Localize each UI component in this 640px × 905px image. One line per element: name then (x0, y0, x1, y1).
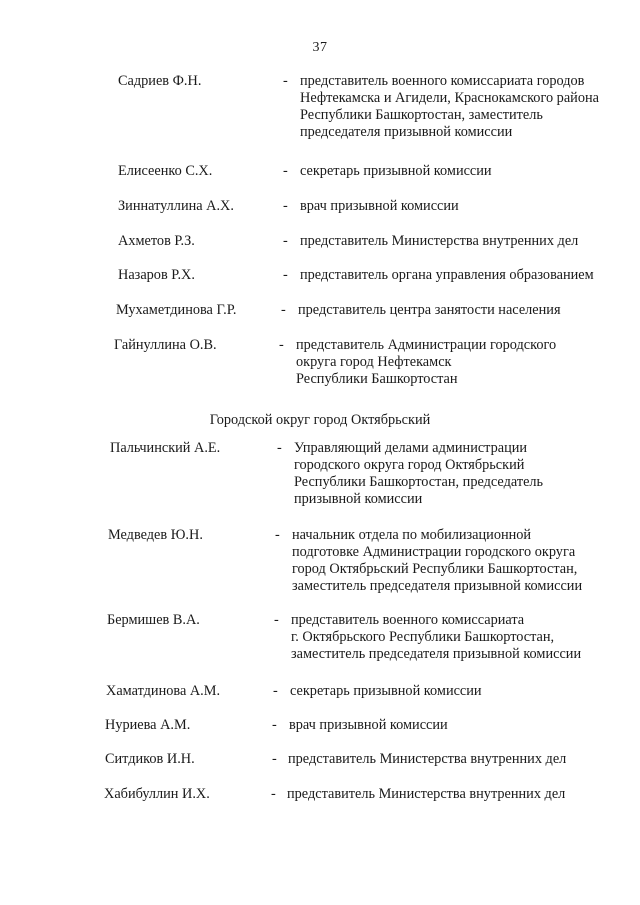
member-role (296, 337, 556, 388)
member-role-line: подготовке Администрации городского округа (292, 544, 576, 560)
dash-separator: - (279, 337, 284, 353)
member-role-line: заместитель председателя призывной комиссии (292, 578, 583, 594)
dash-separator: - (272, 717, 277, 733)
dash-separator: - (281, 302, 286, 318)
member-role (294, 440, 543, 508)
member-name: Хаматдинова А.М. (106, 683, 221, 699)
member-role (300, 233, 578, 250)
member-role-line: представитель военного комиссариата городов (300, 73, 585, 89)
member-role (300, 73, 599, 141)
dash-separator: - (283, 163, 288, 179)
member-name: Бермишев В.А. (107, 612, 200, 628)
member-name: Назаров Р.Х. (118, 267, 195, 283)
member-role (298, 302, 561, 319)
member-role (290, 683, 482, 700)
member-role-line: представитель военного комиссариата (291, 612, 525, 628)
member-role-line: врач призывной комиссии (289, 717, 448, 733)
member-role-line: городского округа город Октябрьский (294, 457, 525, 473)
dash-separator: - (275, 527, 280, 543)
member-name: Садриев Ф.Н. (118, 73, 202, 89)
member-role-line: врач призывной комиссии (300, 198, 459, 214)
member-role-line: председателя призывной комиссии (300, 124, 513, 140)
member-role-line: Республики Башкортостан, заместитель (300, 107, 543, 123)
member-role-line: город Октябрьский Республики Башкортостан, (292, 561, 578, 577)
member-name: Ситдиков И.Н. (105, 751, 195, 767)
member-name: Елисеенко С.Х. (118, 163, 213, 179)
member-role-line: представитель Министерства внутренних дел (300, 233, 579, 249)
member-role-line: Республики Башкортостан, председатель (294, 474, 544, 490)
member-name: Зиннатуллина А.Х. (118, 198, 234, 214)
member-role-line: Нефтекамска и Агидели, Краснокамского района (300, 90, 599, 106)
member-role-line: представитель Администрации городского (296, 337, 557, 353)
section-heading: Городской округ город Октябрьский (209, 412, 431, 428)
member-role-line: округа город Нефтекамск (296, 354, 452, 370)
member-role-line: представитель органа управления образованием (300, 267, 594, 283)
member-role (292, 527, 582, 595)
dash-separator: - (283, 198, 288, 214)
member-role-line: представитель центра занятости населения (298, 302, 561, 318)
member-role-line: начальник отдела по мобилизационной (292, 527, 532, 543)
member-role-line: Республики Башкортостан (296, 371, 458, 387)
dash-separator: - (273, 683, 278, 699)
member-role (300, 267, 594, 284)
member-role (291, 612, 581, 663)
member-role (287, 786, 565, 803)
member-role (300, 163, 492, 180)
member-name: Хабибуллин И.Х. (104, 786, 210, 802)
dash-separator: - (283, 73, 288, 89)
member-name: Мухаметдинова Г.Р. (116, 302, 237, 318)
member-name: Гайнуллина О.В. (114, 337, 217, 353)
dash-separator: - (277, 440, 282, 456)
member-role (289, 717, 448, 734)
dash-separator: - (283, 267, 288, 283)
member-name: Пальчинский А.Е. (110, 440, 221, 456)
member-role-line: призывной комиссии (294, 491, 423, 507)
member-role-line: представитель Министерства внутренних дел (288, 751, 567, 767)
member-role-line: секретарь призывной комиссии (290, 683, 482, 699)
member-role-line: секретарь призывной комиссии (300, 163, 492, 179)
dash-separator: - (274, 612, 279, 628)
member-role-line: представитель Министерства внутренних дел (287, 786, 566, 802)
dash-separator: - (271, 786, 276, 802)
member-role-line: Управляющий делами администрации (294, 440, 528, 456)
member-name: Медведев Ю.Н. (108, 527, 203, 543)
member-name: Нуриева А.М. (105, 717, 191, 733)
dash-separator: - (272, 751, 277, 767)
member-role (288, 751, 566, 768)
member-role-line: г. Октябрьского Республики Башкортостан, (291, 629, 555, 645)
member-name: Ахметов Р.З. (118, 233, 195, 249)
dash-separator: - (283, 233, 288, 249)
member-role (300, 198, 459, 215)
page-number: 37 (312, 40, 328, 55)
member-role-line: заместитель председателя призывной комиссии (291, 646, 582, 662)
